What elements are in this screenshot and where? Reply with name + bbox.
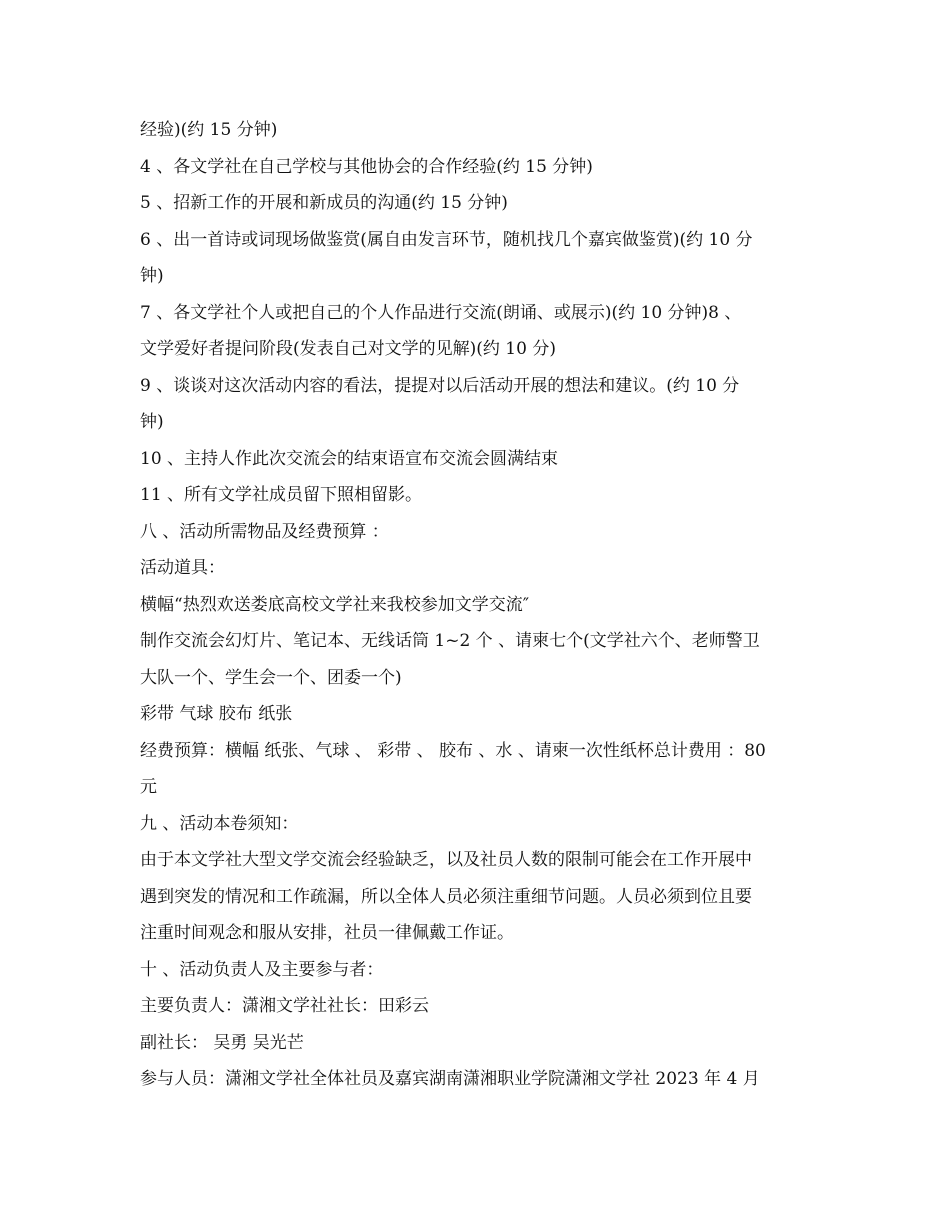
text-line: 钟)	[140, 266, 164, 286]
text-line: 横幅“热烈欢送娄底高校文学社来我校参加文学交流″	[140, 594, 530, 615]
text-line: 注重时间观念和服从安排，社员一律佩戴工作证。	[140, 923, 514, 943]
text-line: 5 、招新工作的开展和新成员的沟通(约 15 分钟)	[140, 193, 508, 213]
text-line: 文学爱好者提问阶段(发表自己对文学的见解)(约 10 分)	[140, 339, 556, 359]
text-line: 遇到突发的情况和工作疏漏，所以全体人员必须注重细节问题。人员必须到位且要	[140, 886, 752, 907]
text-line: 7 、各文学社个人或把自己的个人作品进行交流(朗诵、或展示)(约 10 分钟)8 、	[140, 302, 742, 323]
text-line: 由于本文学社大型文学交流会经验缺乏，以及社员人数的限制可能会在工作开展中	[140, 850, 752, 870]
text-line: 活动道具：	[140, 558, 225, 578]
text-line: 经费预算：横幅 纸张、气球 、 彩带 、 胶布 、水 、请柬一次性纸杯总计费用 ：80	[140, 740, 766, 761]
text-line: 参与人员：潇湘文学社全体社员及嘉宾湖南潇湘职业学院潇湘文学社 2023 年 4 月	[140, 1069, 760, 1089]
text-line: 经验)(约 15 分钟)	[140, 120, 278, 140]
text-line: 9 、谈谈对这次活动内容的看法，提提对以后活动开展的想法和建议。(约 10 分	[140, 375, 740, 396]
text-line: 制作交流会幻灯片、笔记本、无线话筒 1~2 个 、请柬七个(文学社六个、老师警卫	[140, 631, 760, 651]
text-line: 钟)	[140, 412, 164, 432]
section-heading: 九 、活动本卷须知：	[140, 813, 299, 834]
text-line: 元	[140, 777, 157, 797]
section-heading: 十 、活动负责人及主要参与者：	[140, 959, 384, 980]
text-line: 主要负责人：潇湘文学社社长：田彩云	[140, 996, 429, 1016]
text-line: 11 、所有文学社成员留下照相留影。	[140, 485, 423, 505]
text-line: 彩带 气球 胶布 纸张	[140, 704, 293, 724]
text-line: 10 、主持人作此次交流会的结束语宣布交流会圆满结束	[140, 448, 559, 469]
text-line: 副社长： 吴勇 吴光芒	[140, 1032, 304, 1053]
text-line: 4 、各文学社在自己学校与其他协会的合作经验(约 15 分钟)	[140, 156, 593, 177]
section-heading: 八 、活动所需物品及经费预算 ：	[140, 521, 389, 542]
document-body	[140, 112, 820, 1098]
text-line: 大队一个、学生会一个、团委一个)	[140, 667, 402, 688]
text-line: 6 、出一首诗或词现场做鉴赏(属自由发言环节，随机找几个嘉宾做鉴赏)(约 10 分	[140, 229, 753, 250]
